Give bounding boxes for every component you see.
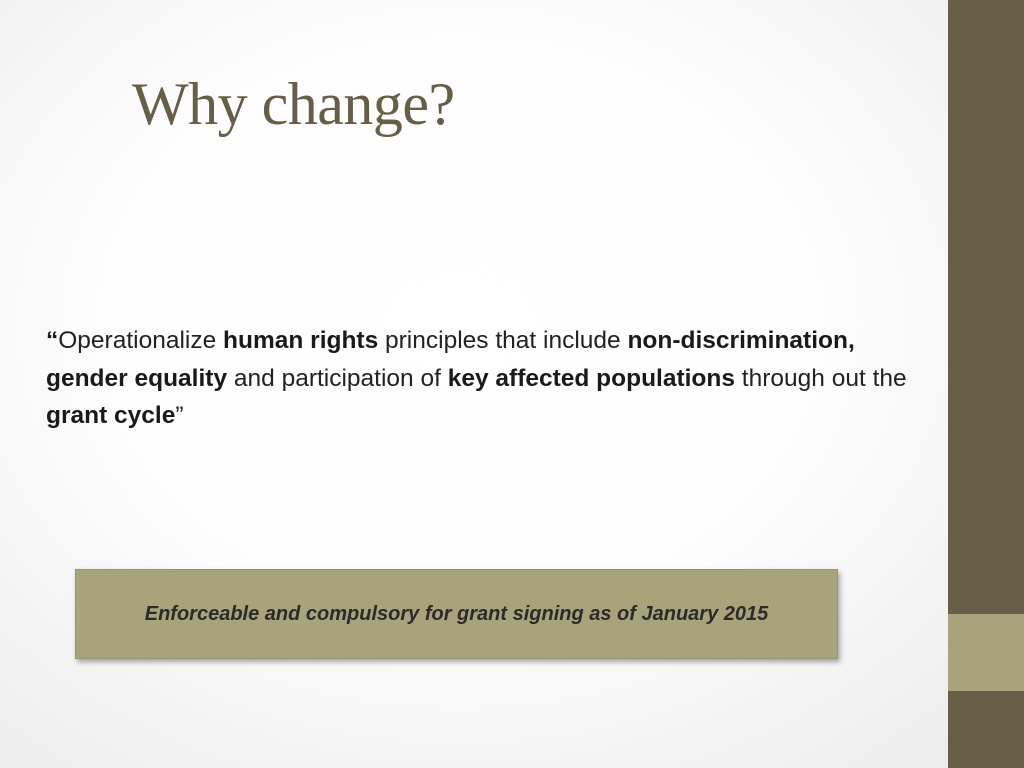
callout-box [75, 569, 838, 659]
quote-bold-1: human rights [223, 327, 379, 354]
quote-text-2: principles that include [378, 327, 628, 354]
quote-paragraph [46, 322, 926, 435]
quote-bold-2: non-discrimination, gender equality [46, 327, 855, 392]
callout-text: Enforceable and compulsory for grant signing as of January 2015 [144, 602, 769, 625]
side-decor-accent [948, 614, 1024, 691]
quote-text-4: through out the [735, 364, 907, 392]
quote-open-mark: “ [46, 327, 59, 354]
quote-text-1: Operationalize [58, 327, 224, 354]
quote-close-mark: ” [175, 402, 184, 429]
quote-bold-3: key affected populations [447, 364, 735, 392]
slide-title: Why change? [132, 71, 455, 137]
quote-text-3: and participation of [227, 364, 448, 392]
quote-bold-4: grant cycle [46, 402, 176, 429]
